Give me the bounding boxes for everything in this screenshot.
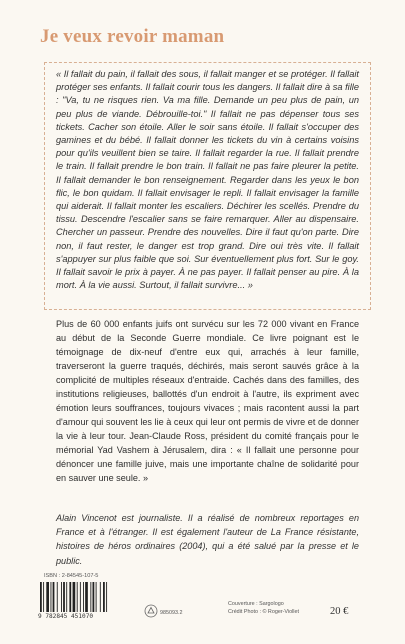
book-title: Je veux revoir maman: [40, 26, 225, 47]
publisher-logo-icon: [144, 604, 158, 618]
isbn-label: ISBN : 2-84545-107-5: [44, 573, 99, 579]
quote-text: « Il fallait du pain, il fallait des sous, il fallait manger et se protéger. Il fallait protéger ses enfants. Il fallait courir tous les dangers. Il fallait dire à sa fille : "Va, tu ne risques rien. Va ma fille. Demande un peu plus de pain, un peu plus de viande. Débrouille-toi." Il fallait ne pas dépenser tous ses tickets. Cacher son étoile. Aller le soir sans étoile. Il fallait s'occuper des gamines et du bébé. Il fallait donner les tickets du vin à certains voisins pour qu'ils veuillent bien se taire. Il fallait regarder la rue. Il fallait prendre le train. Il fallait prendre le bon train. Il fallait ne pas faire pleurer la petite. Il fallait demander le bon renseignement. Regarder dans les yeux le bon flic, le bon quidam. Il fallait envisager le repli. Il fallait envisager la famille qui aiderait. Il fallait monter les escaliers. Déchirer les scellés. Prendre du tissu. Descendre l'escalier sans se faire remarquer. Aller au dispensaire. Chercher un passeur. Prendre des nouvelles. Dire il faut qu'on parte. Dire non, il faut rester, le danger est trop grand. Dire oui très vite. Il fallait s'appuyer sur plus faible que soi. Sur éventuellement plus fort. Sur le goy. Il fallait savoir le prix à payer. À ne pas payer. Il fallait penser au pire. À la mort. À la vie aussi. Surtout, il fallait survivre... »: [56, 69, 360, 291]
credits: [228, 600, 299, 616]
price: 20 €: [330, 606, 349, 617]
photo-credit: Crédit Photo : © Roger-Viollet: [228, 609, 299, 615]
barcode-icon: [38, 582, 133, 612]
ean-number: 9 782845 451070: [38, 613, 94, 620]
cover-credit: Couverture : Sargologo: [228, 601, 284, 607]
product-code: 985093.2: [160, 610, 183, 616]
author-note: Alain Vincenot est journaliste. Il a réalisé de nombreux reportages en France et à l'étranger. Il est également l'auteur de La France résistante, histoires de héros ordinaires (2004), qui a été salué par la presse et le public.: [56, 513, 359, 566]
description-text: Plus de 60 000 enfants juifs ont survécu sur les 72 000 vivant en France au début de la Seconde Guerre mondiale. Ce livre poignant est le témoignage de dix-neuf d'entre eux qui, arrachés à leur famille, traverseront la guerre traqués, déchirés, mais seront sauvés grâce à la complicité de multiples réseaux d'entraide. Cachés dans des familles, des institutions religieuses, ballottés d'un endroit à l'autre, ils expriment avec émotion leurs souffrances, toujours vivaces ; mais racontent aussi la part d'amour qui souvent les lie à ceux qui leur ont permis de vivre et de donner la vie à leur tour. Jean-Claude Ross, président du comité français pour le mémorial Yad Vashem à Jérusalem, dira : « Il fallait une personne pour dénoncer une famille juive, mais une importante chaîne de solidarité pour en sauver une seule. »: [56, 319, 359, 483]
